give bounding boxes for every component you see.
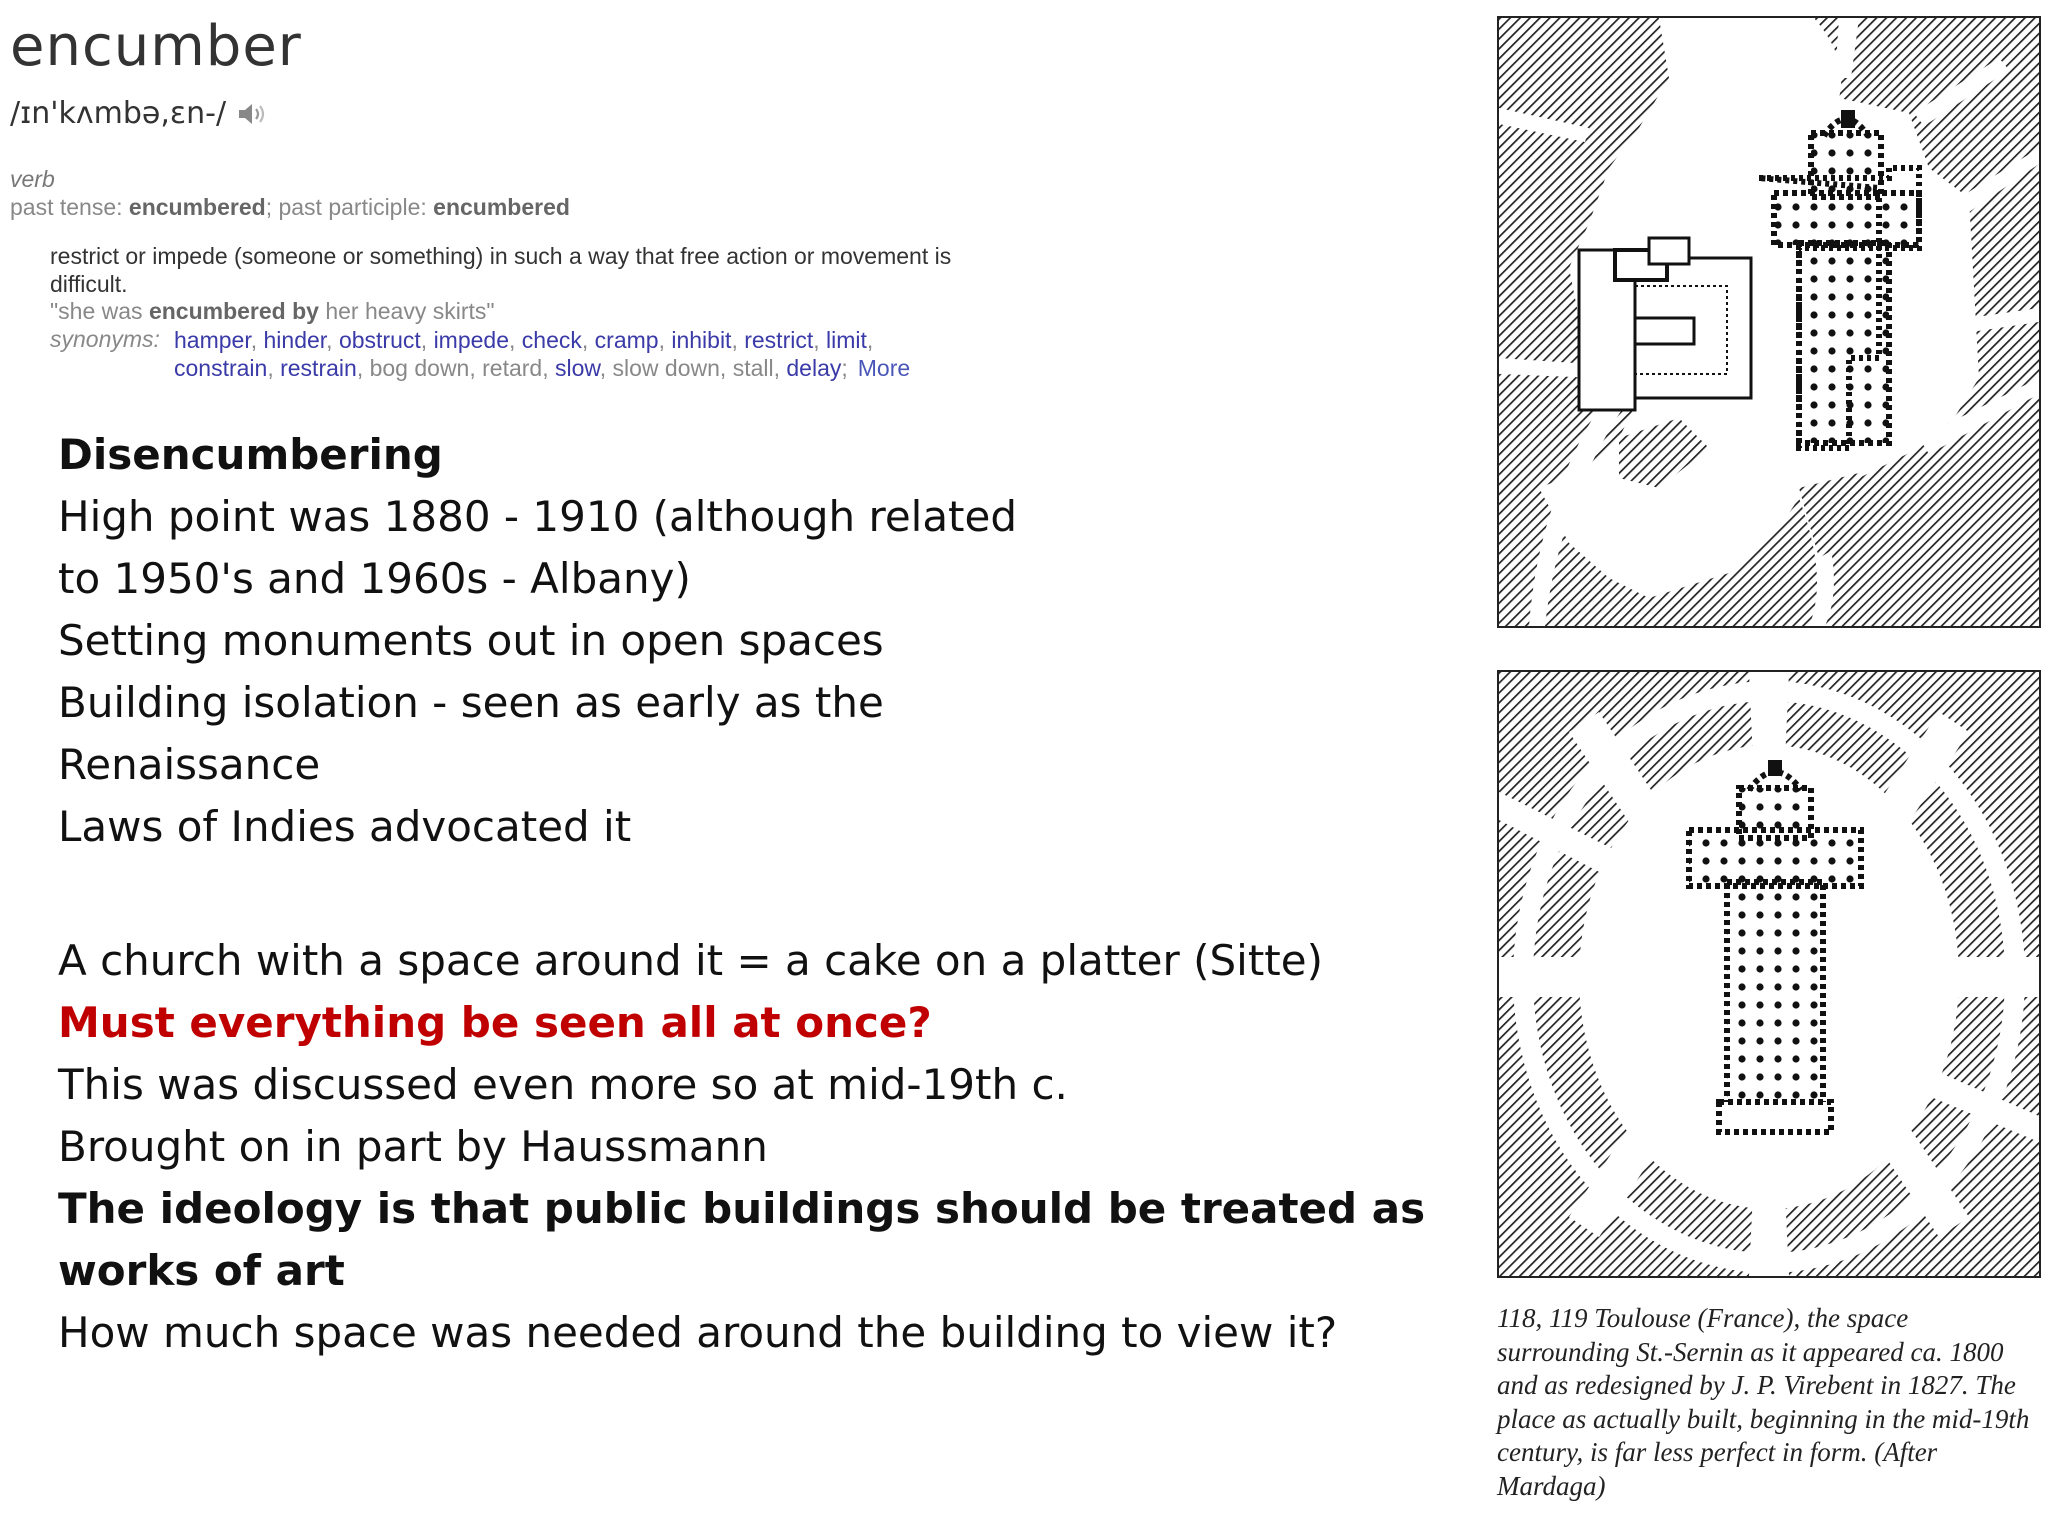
closing-question: How much space was needed around the building to view it? [58, 1308, 1338, 1357]
synonym-link[interactable]: cramp [594, 327, 659, 353]
synonyms-line-2: constrain, restrain, bog down, retard, slow, slow down, stall, delay; More [174, 355, 911, 381]
site-plan-1800 [1497, 16, 2041, 628]
synonym-link[interactable]: slow down [612, 355, 720, 381]
synonym-link[interactable]: impede [433, 327, 509, 353]
synonym-link[interactable]: constrain [174, 355, 268, 381]
ideology-line: The ideology is that public buildings should be treated as [58, 1184, 1426, 1233]
synonym-link[interactable]: slow [555, 355, 600, 381]
figure-caption: 118, 119 Toulouse (France), the space surrounding St.-Sernin as it appeared ca. 1800 and as redesigned by J. P. Virebent in 1827. The place as actually built, beginning in the mid-19th century, is far less perfect in form. (After Mardaga) [1497, 1303, 2030, 1501]
synonym-link[interactable]: inhibit [671, 327, 732, 353]
slide-body [58, 424, 1426, 1364]
body-line: High point was 1880 - 1910 (although related [58, 492, 1018, 541]
speaker-icon[interactable] [236, 99, 270, 129]
more-synonyms-link[interactable]: More [857, 355, 911, 381]
ideology-line: works of art [58, 1246, 345, 1295]
synonym-link[interactable]: delay [786, 355, 842, 381]
past-participle-value: encumbered [433, 194, 570, 220]
pronunciation [10, 96, 270, 131]
synonym-link[interactable]: obstruct [338, 327, 421, 353]
synonym-link[interactable]: restrict [744, 327, 814, 353]
part-of-speech: verb [10, 166, 55, 192]
past-tense-label: past tense: [10, 194, 123, 220]
example-emphasis: encumbered by [148, 298, 319, 324]
dictionary-card [10, 10, 1070, 381]
usage-example [50, 298, 495, 325]
body-line: Setting monuments out in open spaces [58, 616, 884, 665]
forms-separator: ; [265, 194, 273, 220]
definition: restrict or impede (someone or something) in such a way that free action or movement is difficult. [50, 243, 952, 297]
body-line: Laws of Indies advocated it [58, 802, 632, 851]
body-line: Renaissance [58, 740, 321, 789]
synonym-link[interactable]: stall [732, 355, 774, 381]
highlight-question: Must everything be seen all at once? [58, 998, 932, 1047]
synonym-link[interactable]: hamper [174, 327, 251, 353]
synonym-link[interactable]: limit [826, 327, 867, 353]
synonyms-label: synonyms: [50, 326, 160, 352]
synonyms-line-1: hamper, hinder, obstruct, impede, check, cramp, inhibit, restrict, limit, [174, 327, 874, 353]
site-plan-1827 [1497, 670, 2041, 1278]
synonyms-list [174, 326, 1074, 382]
body-line: to 1950's and 1960s - Albany) [58, 554, 691, 603]
body-line: This was discussed even more so at mid-19th c. [58, 1060, 1068, 1109]
past-participle-label: past participle: [278, 194, 427, 220]
synonym-link[interactable]: retard [482, 355, 543, 381]
dictionary-word: encumber [10, 14, 302, 79]
pronunciation-text: /ɪn'kʌmbə,ɛn-/ [10, 96, 227, 131]
body-line: Building isolation - seen as early as the [58, 678, 884, 727]
section-heading: Disencumbering [58, 430, 443, 479]
past-tense-value: encumbered [128, 194, 266, 220]
example-close: her heavy skirts" [318, 298, 495, 324]
synonym-link[interactable]: restrain [280, 355, 357, 381]
synonym-link[interactable]: check [521, 327, 582, 353]
example-open: "she was [50, 298, 149, 324]
cake-analogy-line: A church with a space around it = a cake on a platter (Sitte) [58, 936, 1324, 985]
verb-forms [10, 194, 570, 221]
body-line: Brought on in part by Haussmann [58, 1122, 768, 1171]
synonym-link[interactable]: bog down [369, 355, 470, 381]
synonym-link[interactable]: hinder [263, 327, 327, 353]
